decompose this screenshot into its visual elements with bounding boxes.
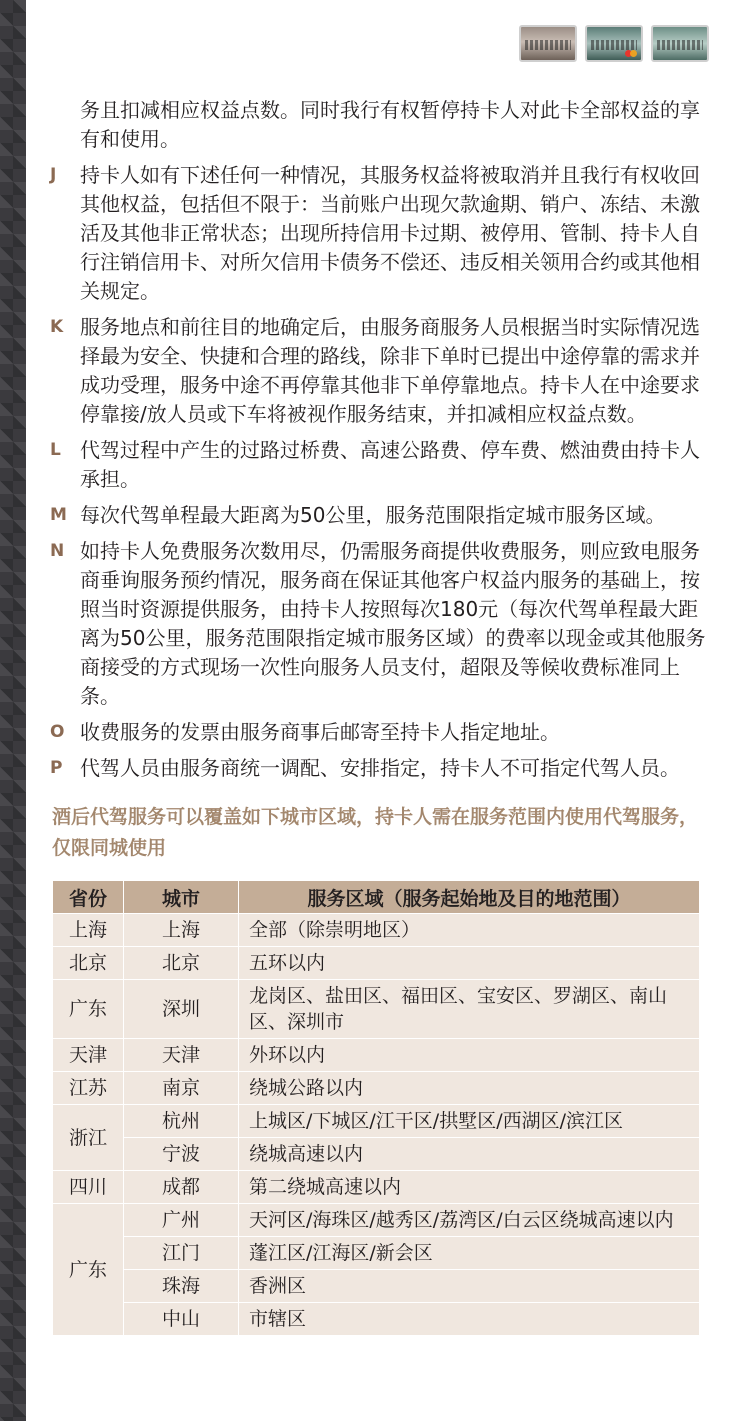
table-row bbox=[53, 1138, 700, 1171]
clause-marker: P bbox=[50, 758, 63, 778]
table-row bbox=[53, 980, 700, 1039]
clause-m bbox=[48, 501, 708, 530]
clause-continuation bbox=[48, 96, 708, 154]
province-cell: 北京 bbox=[53, 947, 124, 980]
table-row bbox=[53, 914, 700, 947]
clause-j bbox=[48, 161, 708, 306]
service-area-table bbox=[52, 880, 700, 1336]
city-cell: 成都 bbox=[124, 1171, 239, 1204]
range-cell: 外环以内 bbox=[239, 1039, 700, 1072]
clause-text: 代驾人员由服务商统一调配、安排指定，持卡人不可指定代驾人员。 bbox=[80, 756, 680, 780]
decorative-side-stripe bbox=[0, 0, 26, 1421]
clause-text: 收费服务的发票由服务商事后邮寄至持卡人指定地址。 bbox=[80, 720, 560, 744]
card-image-1 bbox=[519, 25, 577, 62]
clause-marker: K bbox=[50, 317, 64, 337]
province-cell: 天津 bbox=[53, 1039, 124, 1072]
terms-clauses bbox=[48, 96, 708, 790]
coverage-notice: 酒后代驾服务可以覆盖如下城市区域，持卡人需在服务范围内使用代驾服务，仅限同城使用 bbox=[52, 806, 699, 859]
city-cell: 天津 bbox=[124, 1039, 239, 1072]
mastercard-logo-icon bbox=[625, 50, 637, 57]
province-cell: 广东 bbox=[53, 980, 124, 1039]
clause-text: 务且扣减相应权益点数。同时我行有权暂停持卡人对此卡全部权益的享有和使用。 bbox=[80, 98, 700, 151]
table-row bbox=[53, 1303, 700, 1336]
header-range: 服务区域（服务起始地及目的地范围） bbox=[239, 881, 700, 914]
table-row bbox=[53, 1039, 700, 1072]
province-cell: 上海 bbox=[53, 914, 124, 947]
city-cell: 杭州 bbox=[124, 1105, 239, 1138]
clause-marker: M bbox=[50, 505, 67, 525]
clause-text: 服务地点和前往目的地确定后，由服务商服务人员根据当时实际情况选择最为安全、快捷和合理的路线，除非下单时已提出中途停靠的需求并成功受理，服务中途不再停靠其他非下单停靠地点。持卡人在中途要求停靠接/放人员或下车将被视作服务结束，并扣减相应权益点数。 bbox=[80, 315, 700, 426]
header-city: 城市 bbox=[124, 881, 239, 914]
header-province: 省份 bbox=[53, 881, 124, 914]
table-row bbox=[53, 1105, 700, 1138]
clause-o bbox=[48, 718, 708, 747]
range-cell: 第二绕城高速以内 bbox=[239, 1171, 700, 1204]
card-image-2 bbox=[585, 25, 643, 62]
table-row bbox=[53, 947, 700, 980]
clause-marker: L bbox=[50, 440, 61, 460]
range-cell: 绕城公路以内 bbox=[239, 1072, 700, 1105]
clause-k bbox=[48, 313, 708, 429]
province-cell: 广东 bbox=[53, 1204, 124, 1336]
range-cell: 五环以内 bbox=[239, 947, 700, 980]
city-cell: 北京 bbox=[124, 947, 239, 980]
range-cell: 蓬江区/江海区/新会区 bbox=[239, 1237, 700, 1270]
clause-l bbox=[48, 436, 708, 494]
province-cell: 四川 bbox=[53, 1171, 124, 1204]
city-cell: 江门 bbox=[124, 1237, 239, 1270]
city-cell: 中山 bbox=[124, 1303, 239, 1336]
clause-marker: O bbox=[50, 722, 65, 742]
card-thumbnails bbox=[519, 25, 709, 62]
range-cell: 天河区/海珠区/越秀区/荔湾区/白云区绕城高速以内 bbox=[239, 1204, 700, 1237]
clause-marker: J bbox=[50, 165, 57, 185]
city-cell: 广州 bbox=[124, 1204, 239, 1237]
clause-marker: N bbox=[50, 541, 65, 561]
range-cell: 龙岗区、盐田区、福田区、宝安区、罗湖区、南山区、深圳市 bbox=[239, 980, 700, 1039]
city-cell: 珠海 bbox=[124, 1270, 239, 1303]
range-cell: 全部（除崇明地区） bbox=[239, 914, 700, 947]
city-cell: 南京 bbox=[124, 1072, 239, 1105]
clause-text: 每次代驾单程最大距离为50公里，服务范围限指定城市服务区域。 bbox=[80, 503, 666, 527]
clause-n bbox=[48, 537, 708, 711]
table-row bbox=[53, 1171, 700, 1204]
table-header-row bbox=[53, 881, 700, 914]
clause-text: 持卡人如有下述任何一种情况，其服务权益将被取消并且我行有权收回其他权益，包括但不限于：当前账户出现欠款逾期、销户、冻结、未激活及其他非正常状态；出现所持信用卡过期、被停用、管制、持卡人自行注销信用卡、对所欠信用卡债务不偿还、违反相关领用合约或其他相关规定。 bbox=[80, 163, 700, 303]
city-cell: 上海 bbox=[124, 914, 239, 947]
range-cell: 上城区/下城区/江干区/拱墅区/西湖区/滨江区 bbox=[239, 1105, 700, 1138]
range-cell: 市辖区 bbox=[239, 1303, 700, 1336]
clause-text: 如持卡人免费服务次数用尽，仍需服务商提供收费服务，则应致电服务商垂询服务预约情况，服务商在保证其他客户权益内服务的基础上，按照当时资源提供服务，由持卡人按照每次180元（每次代驾单程最大距离为50公里，服务范围限指定城市服务区域）的费率以现金或其他服务商接受的方式现场一次性向服务人员支付，超限及等候收费标准同上条。 bbox=[80, 539, 706, 708]
clause-p bbox=[48, 754, 708, 783]
province-cell: 浙江 bbox=[53, 1105, 124, 1171]
city-cell: 深圳 bbox=[124, 980, 239, 1039]
table-row bbox=[53, 1072, 700, 1105]
province-cell: 江苏 bbox=[53, 1072, 124, 1105]
clause-text: 代驾过程中产生的过路过桥费、高速公路费、停车费、燃油费由持卡人承担。 bbox=[80, 438, 700, 491]
table-row bbox=[53, 1270, 700, 1303]
card-image-3 bbox=[651, 25, 709, 62]
table-row bbox=[53, 1204, 700, 1237]
range-cell: 绕城高速以内 bbox=[239, 1138, 700, 1171]
range-cell: 香洲区 bbox=[239, 1270, 700, 1303]
table-row bbox=[53, 1237, 700, 1270]
city-cell: 宁波 bbox=[124, 1138, 239, 1171]
